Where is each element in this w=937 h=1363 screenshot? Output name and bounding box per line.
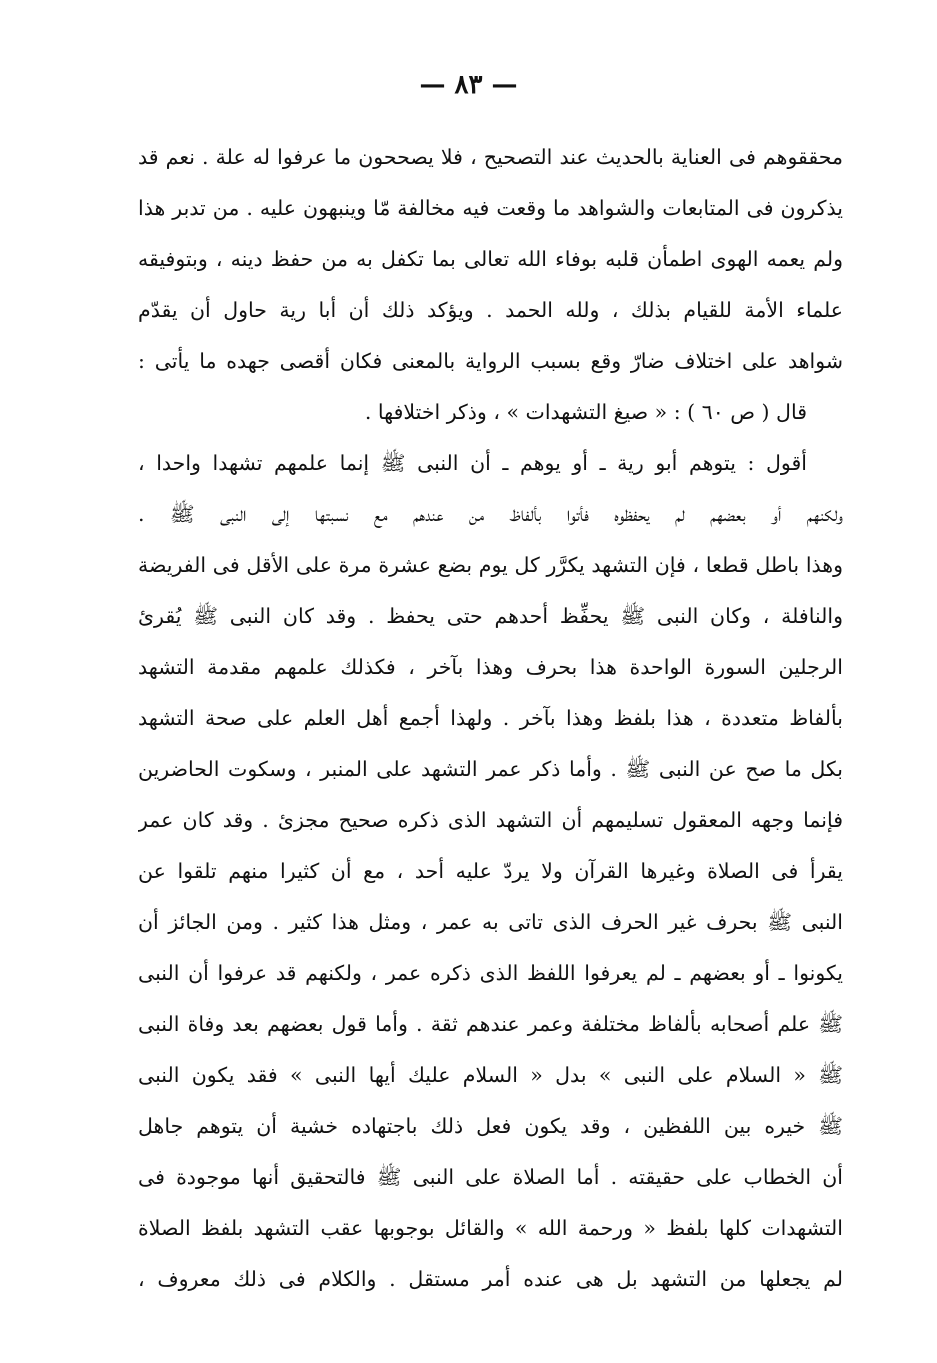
- text-line: محققوهم فى العناية بالحديث عند التصحيح ، فلا يصححون ما عرفوا له علة . نعم قد: [138, 145, 843, 169]
- text-line: أقول : يتوهم أبو رية ـ أو يوهم ـ أن النبى ﷺ إنما علمهم تشهدا واحدا ،: [138, 451, 807, 475]
- text-line: يقرأ فى الصلاة وغيرها القرآن ولا يردّ عليه أحد ، مع أن كثيرا منهم تلقوا عن: [138, 859, 843, 883]
- body-text: [138, 132, 843, 1305]
- text-line: النبى ﷺ بحرف غير الحرف الذى تاتى به عمر ، ومثل هذا كثير . ومن الجائز أن: [138, 910, 843, 934]
- text-line: ولكنهم أو بعضهم لم يحفظوه فأتوا بألفاظ من عندهم مع نسبتها إلى النبى ﷺ .: [138, 502, 843, 526]
- text-line: يذكرون فى المتابعات والشواهد ما وقعت فيه مخالفة مّا وينبهون عليه . من تدبر هذا: [138, 196, 843, 220]
- page-number: — ٨٣ —: [419, 70, 518, 100]
- text-line: بكل ما صح عن النبى ﷺ . وأما ذكر عمر التشهد على المنبر ، وسكوت الحاضرين: [138, 757, 843, 781]
- text-line: شواهد على اختلاف ضارّ وقع بسبب الرواية بالمعنى فكان أقصى جهده ما يأتى :: [138, 349, 843, 373]
- text-line: علماء الأمة للقيام بذلك ، ولله الحمد . ويؤكد ذلك أن أبا رية حاول أن يقدّم: [138, 298, 843, 322]
- text-line: يكونوا ـ أو بعضهم ـ لم يعرفوا اللفظ الذى ذكره عمر ، ولكنهم قد عرفوا أن النبى: [138, 961, 843, 985]
- text-line: والنافلة ، وكان النبى ﷺ يحفِّظ أحدهم حتى يحفظ . وقد كان النبى ﷺ يُقرئ: [138, 604, 843, 628]
- text-line: التشهدات كلها بلفظ « ورحمة الله » والقائل بوجوبها عقب التشهد بلفظ الصلاة: [138, 1216, 843, 1240]
- text-line: الرجلين السورة الواحدة هذا بحرف وهذا بآخر ، فكذلك علمهم مقدمة التشهد: [138, 655, 843, 679]
- text-line: فإنما وجهه المعقول تسليمهم أن التشهد الذى ذكره صحيح مجزئ . وقد كان عمر: [138, 808, 843, 832]
- text-line: وهذا باطل قطعا ، فإن التشهد يكرَّر كل يوم بضع عشرة مرة على الأقل فى الفريضة: [138, 553, 843, 577]
- text-line: ولم يعمه الهوى اطمأن قلبه بوفاء الله تعالى بما تكفل به من حفظ دينه ، وبتوفيقه: [138, 247, 843, 271]
- text-line: ﷺ خيره بين اللفظين ، وقد يكون فعل ذلك باجتهاده خشية أن يتوهم جاهل: [138, 1114, 843, 1138]
- text-line: أن الخطاب على حقيقته . أما الصلاة على النبى ﷺ فالتحقيق أنها موجودة فى: [138, 1165, 843, 1189]
- text-line: بألفاظ متعددة ، هذا بلفظ وهذا بآخر . ولهذا أجمع أهل العلم على صحة التشهد: [138, 706, 843, 730]
- text-line: ﷺ « السلام على النبى » بدل « السلام عليك أيها النبى » فقد يكون النبى: [138, 1063, 843, 1087]
- text-line: ﷺ علم أصحابه بألفاظ مختلفة وعمر عندهم ثقة . وأما قول بعضهم بعد وفاة النبى: [138, 1012, 843, 1036]
- text-line: قال ( ص ٦٠ ) : « صيغ التشهدات » ، وذكر اختلافها .: [364, 400, 807, 424]
- text-line: لم يجعلها من التشهد بل هى عنده أمر مستقل . والكلام فى ذلك معروف ،: [138, 1267, 843, 1291]
